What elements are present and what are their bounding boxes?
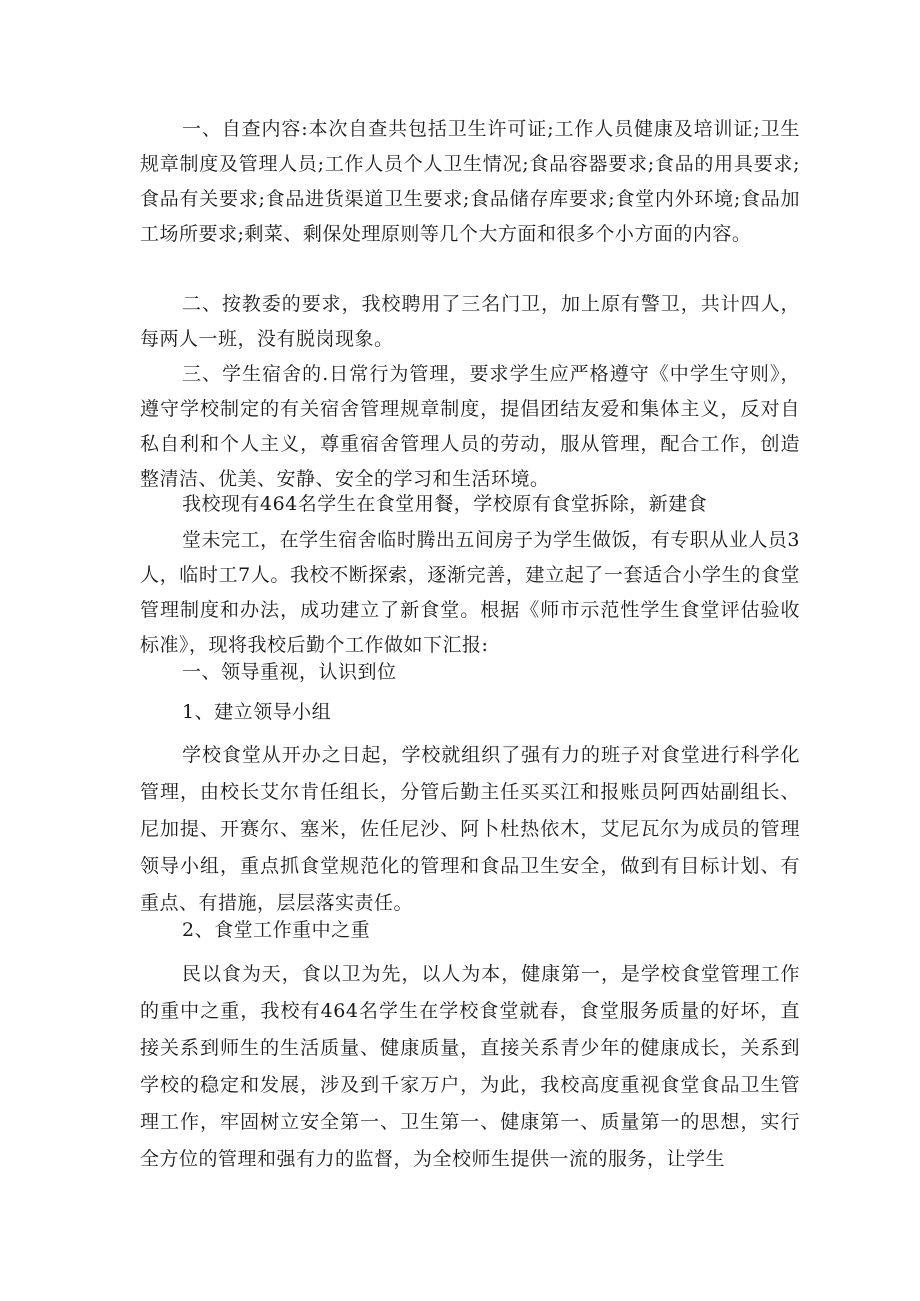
paragraph-canteen-priority: 民以食为天，食以卫为先，以人为本，健康第一，是学校食堂管理工作的重中之重，我校有464名学生在学校食堂就春，食堂服务质量的好坏，直接关系到师生的生活质量、健康质量，直接关系青少年的健康成长，关系到学校的稳定和发展，涉及到千家万户，为此，我校高度重视食堂食品卫生管理工作，牢固树立安全第一、卫生第一、健康第一、质量第一的思想，实行全方位的管理和强有力的监督，为全校师生提供一流的服务，让学生 <box>140 963 800 1170</box>
heading-leadership: 一、领导重视，认识到位 <box>182 661 397 683</box>
heading-leadership-group: 1、建立领导小组 <box>182 701 332 723</box>
heading-canteen-priority: 2、食堂工作重中之重 <box>182 919 371 941</box>
paragraph-leadership-group: 学校食堂从开办之日起，学校就组织了强有力的班子对食堂进行科学化管理，由校长艾尔肯任组长，分管后勤主任买买江和报账员阿西姑副组长、尼加提、开赛尔、塞米，佐任尼沙、阿卜杜热依木，艾尼瓦尔为成员的管理领导小组，重点抓食堂规范化的管理和食品卫生安全，做到有目标计划、有重点、有措施，层层落实责任。 <box>140 744 800 914</box>
paragraph-canteen-intro: 我校现有464名学生在食堂用餐，学校原有食堂拆除，新建食 <box>182 493 708 515</box>
paragraph-self-inspection: 一、自查内容:本次自查共包括卫生许可证;工作人员健康及培训证;卫生规章制度及管理人员;工作人员个人卫生情况;食品容器要求;食品的用具要求;食品有关要求;食品进货渠道卫生要求;食品储存库要求;食堂内外环境;食品加工场所要求;剩菜、剩保处理原则等几个大方面和很多个小方面的内容。 <box>140 118 800 245</box>
paragraph-guards: 二、按教委的要求，我校聘用了三名门卫，加上原有警卫，共计四人，每两人一班，没有脱岗现象。 <box>140 293 800 350</box>
paragraph-dormitory: 三、学生宿舍的.日常行为管理，要求学生应严格遵守《中学生守则》，遵守学校制定的有关宿舍管理规章制度，提倡团结友爱和集体主义，反对自私自利和个人主义，尊重宿舍管理人员的劳动，服从管理，配合工作，创造整清洁、优美、安静、安全的学习和生活环境。 <box>140 363 800 490</box>
paragraph-canteen-status: 堂未完工，在学生宿舍临时腾出五间房子为学生做饭，有专职从业人员3人，临时工7人。我校不断探索，逐渐完善，建立起了一套适合小学生的食堂管理制度和办法，成功建立了新食堂。根据《师市示范性学生食堂评估验收标准》，现将我校后勤个工作做如下汇报: <box>140 529 800 656</box>
